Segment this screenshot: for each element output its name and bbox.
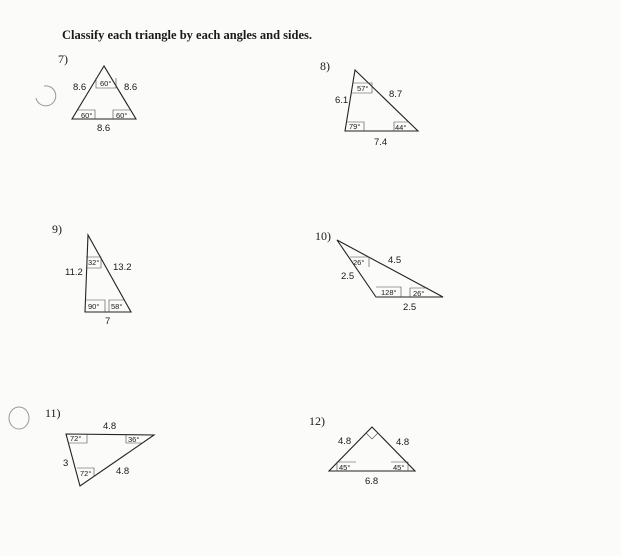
angle-label: 57° <box>357 84 369 93</box>
angle-label: 60° <box>100 79 112 88</box>
side-label: 11.2 <box>65 267 83 278</box>
worksheet-instructions: Classify each triangle by each angles and sides. <box>62 28 313 42</box>
side-label: 8.6 <box>73 82 87 93</box>
angle-label: 128° <box>381 288 397 297</box>
side-label: 6.1 <box>335 95 349 106</box>
side-label: 2.5 <box>341 271 355 282</box>
angle-label: 45° <box>393 463 405 472</box>
angle-label: 26° <box>413 289 425 298</box>
problem-number-9: 9) <box>52 222 62 236</box>
angle-label: 60° <box>81 111 93 120</box>
angle-label: 45° <box>339 463 351 472</box>
triangle-11 <box>63 421 154 486</box>
side-label: 4.5 <box>388 255 402 266</box>
angle-label: 72° <box>70 434 82 443</box>
angle-label: 32° <box>88 258 100 267</box>
side-label: 7 <box>105 316 111 327</box>
problem-number-12: 12) <box>309 414 325 428</box>
angle-label: 58° <box>111 302 123 311</box>
problem-number-11: 11) <box>45 406 61 420</box>
angle-label: 44° <box>395 123 407 132</box>
side-label: 6.8 <box>365 476 379 487</box>
triangle-8 <box>335 70 418 148</box>
angle-label: 60° <box>116 111 128 120</box>
angle-label: 79° <box>349 122 361 131</box>
side-label: 4.8 <box>103 421 117 432</box>
side-label: 8.6 <box>124 82 138 93</box>
triangle-10 <box>337 240 443 313</box>
problem-number-10: 10) <box>315 229 331 243</box>
binder-hole-top <box>36 86 56 106</box>
side-label: 2.5 <box>403 302 417 313</box>
triangle-9 <box>65 235 132 327</box>
problem-number-8: 8) <box>320 59 330 73</box>
angle-label: 72° <box>80 469 92 478</box>
side-label: 7.4 <box>374 137 388 148</box>
problem-number-7: 7) <box>58 52 68 66</box>
binder-hole-bottom <box>9 407 29 429</box>
side-label: 8.7 <box>389 89 403 100</box>
angle-label: 36° <box>128 435 140 444</box>
side-label: 13.2 <box>113 262 132 273</box>
side-label: 8.6 <box>97 123 111 134</box>
triangle-12 <box>329 427 415 487</box>
side-label: 4.8 <box>396 437 410 448</box>
side-label: 3 <box>63 458 69 469</box>
side-label: 4.8 <box>116 466 130 477</box>
triangle-7 <box>72 66 137 134</box>
angle-label: 90° <box>88 302 100 311</box>
angle-label: 26° <box>353 258 365 267</box>
side-label: 4.8 <box>338 436 352 447</box>
